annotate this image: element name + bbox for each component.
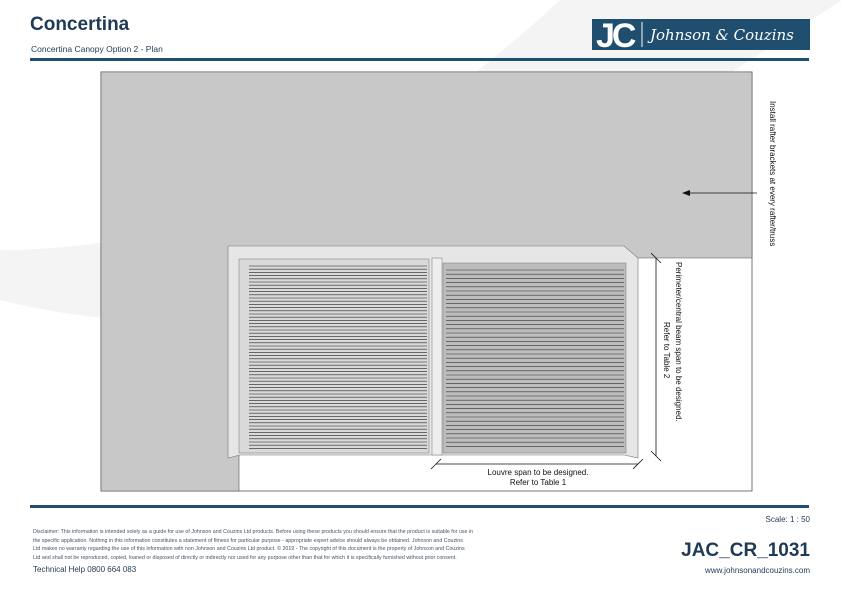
beam-span-note-line1: Perimeter/central beam span to be designed. xyxy=(674,262,683,422)
logo-wordmark: Johnson & Couzins xyxy=(650,26,794,44)
louvre-span-note-line2: Refer to Table 1 xyxy=(509,478,567,487)
disclaimer-line: Ltd and shall not be reproduced, copied, loaned or disposed of directly or indirectly nor used for any purpose other than that for which it is specifically furnished without prior consent. xyxy=(33,554,457,561)
disclaimer xyxy=(33,528,603,562)
disclaimer-line: Disclaimer: This information is intended solely as a guide for use of Johnson and Couzins Ltd products. Before using these products you should ensure that the product is suitable for use in xyxy=(33,529,474,535)
website-link[interactable]: www.johnsonandcouzins.com xyxy=(705,566,810,575)
drawing-scale: Scale: 1 : 50 xyxy=(765,515,810,524)
page-subtitle: Concertina Canopy Option 2 - Plan xyxy=(31,44,163,54)
logo-initials: JC xyxy=(596,19,634,50)
disclaimer-line: Ltd makes no warranty regarding the use of this information with non Johnson and Couzins Ltd product. © 2019 - The copyright of this document is the property of Johnson and Couzins xyxy=(33,546,465,553)
louvre-span-note-line1: Louvre span to be designed. xyxy=(487,468,589,477)
page-title: Concertina xyxy=(30,14,130,35)
footer-rule xyxy=(30,505,809,508)
document-number: JAC_CR_1031 xyxy=(681,540,810,561)
central-beam xyxy=(432,258,442,455)
technical-help: Technical Help 0800 664 083 xyxy=(33,565,137,574)
disclaimer-line: the specific application. Nothing in this information constitutes a statement of fitness for particular purpose - appropriate expert advice should always be obtained. Johnson and Couzins xyxy=(33,537,463,544)
rafter-bracket-note: Install rafter brackets at every rafter/truss xyxy=(768,101,777,247)
beam-span-note-line2: Refer to Table 2 xyxy=(662,322,671,379)
